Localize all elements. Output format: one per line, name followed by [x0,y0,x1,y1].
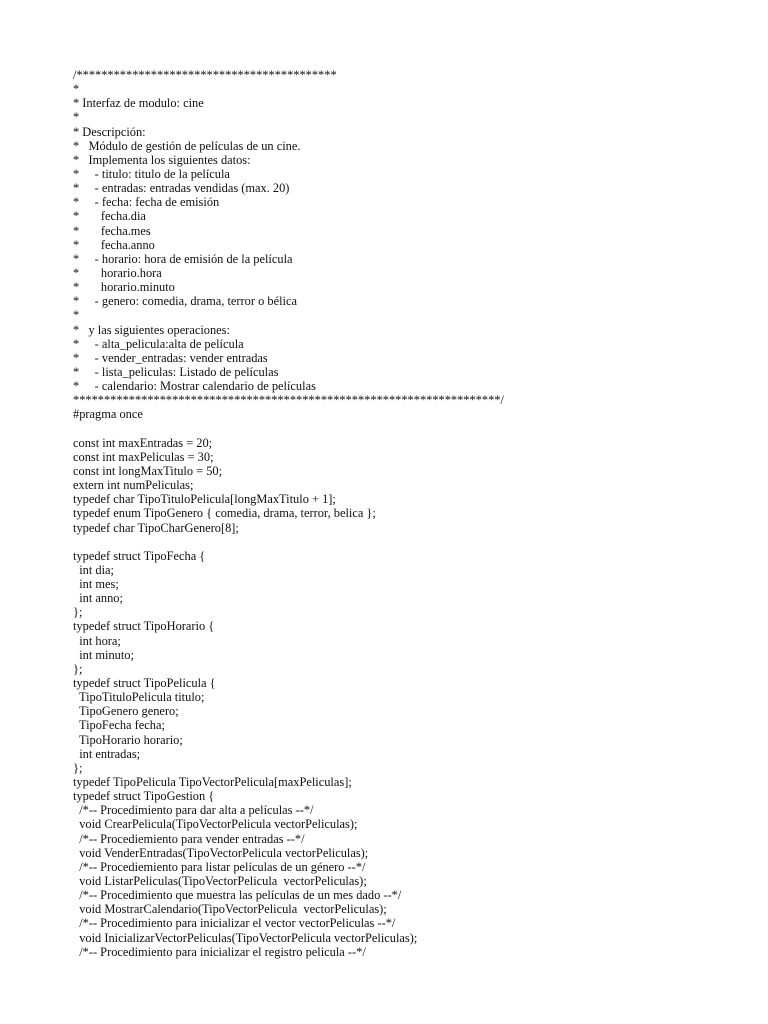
code-line: typedef struct TipoPelicula { [73,676,216,691]
code-line: * [73,110,80,125]
code-line: * fecha.dia [73,209,146,224]
code-line: }; [73,661,83,676]
code-line [73,535,753,549]
code-line: typedef TipoPelicula TipoVectorPelicula[maxPeliculas]; [73,775,352,790]
code-line: * - horario: hora de emisión de la película [73,251,293,266]
code-line: /*-- Procedimiento para inicializar el vector vectorPeliculas --*/ [73,916,396,931]
code-line: * horario.minuto [73,280,175,295]
code-line: * - vender_entradas: vender entradas [73,350,268,365]
code-line: * [73,82,80,97]
code-listing [73,68,753,959]
code-line: TipoTituloPelicula titulo; [73,690,205,705]
code-line: typedef char TipoTituloPelicula[longMaxTitulo + 1]; [73,492,336,507]
code-line: }; [73,605,83,620]
code-line: * - entradas: entradas vendidas (max. 20) [73,181,290,196]
code-line: int minuto; [73,647,134,662]
code-line: void ListarPeliculas(TipoVectorPelicula vectorPeliculas); [73,874,367,889]
code-line: * - fecha: fecha de emisión [73,195,220,210]
code-line [73,422,753,436]
code-line: /****************************************** [73,68,337,82]
code-line: int anno; [73,591,123,606]
code-line: *********************************************************************/ [73,393,504,408]
code-line: * Módulo de gestión de películas de un cine. [73,138,301,153]
code-line: TipoHorario horario; [73,732,183,747]
code-line: typedef struct TipoGestion { [73,789,215,804]
code-line: * Interfaz de modulo: cine [73,96,204,111]
code-line: * - titulo: titulo de la película [73,166,230,181]
code-line: * - calendario: Mostrar calendario de películas [73,379,316,394]
code-line: typedef struct TipoHorario { [73,619,215,634]
code-line: * [73,308,80,323]
code-line: int mes; [73,577,119,592]
code-line: int dia; [73,562,114,577]
code-line: int entradas; [73,746,141,761]
code-line: * y las siguientes operaciones: [73,322,230,337]
code-line: /*-- Procediemiento para listar películas de un género --*/ [73,859,366,874]
code-line: typedef enum TipoGenero { comedia, drama, terror, belica }; [73,506,376,521]
code-line: /*-- Procedimiento para dar alta a películas --*/ [73,803,314,818]
code-line: typedef char TipoCharGenero[8]; [73,520,239,535]
code-line: * Implementa los siguientes datos: [73,152,251,167]
code-line: * Descripción: [73,124,146,139]
code-line: /*-- Procedimiento para inicializar el registro pelicula --*/ [73,944,366,959]
code-line: const int longMaxTitulo = 50; [73,463,223,478]
code-line: }; [73,760,83,775]
code-line: void CrearPelicula(TipoVectorPelicula vectorPeliculas); [73,817,358,832]
code-line: * - alta_pelicula:alta de película [73,336,244,351]
code-line: * - lista_peliculas: Listado de películas [73,364,279,379]
code-line: * - genero: comedia, drama, terror o bélica [73,294,297,309]
code-line: * fecha.anno [73,237,155,252]
code-line: typedef struct TipoFecha { [73,548,206,563]
code-line: /*-- Procediemiento para vender entradas --*/ [73,831,305,846]
code-line: * fecha.mes [73,223,151,238]
code-line: /*-- Procedimiento que muestra las películas de un mes dado --*/ [73,888,402,903]
code-line: void MostrarCalendario(TipoVectorPelicula vectorPeliculas); [73,902,387,917]
code-line: extern int numPeliculas; [73,478,194,493]
code-line: * horario.hora [73,265,162,280]
code-line: int hora; [73,633,121,648]
code-line: const int maxEntradas = 20; [73,435,213,450]
code-line: void VenderEntradas(TipoVectorPelicula vectorPeliculas); [73,845,369,860]
code-line: TipoFecha fecha; [73,718,165,733]
code-line: TipoGenero genero; [73,704,179,719]
code-line: const int maxPeliculas = 30; [73,449,214,464]
code-line: void InicializarVectorPeliculas(TipoVectorPelicula vectorPeliculas); [73,930,418,945]
code-line: #pragma once [73,407,143,422]
